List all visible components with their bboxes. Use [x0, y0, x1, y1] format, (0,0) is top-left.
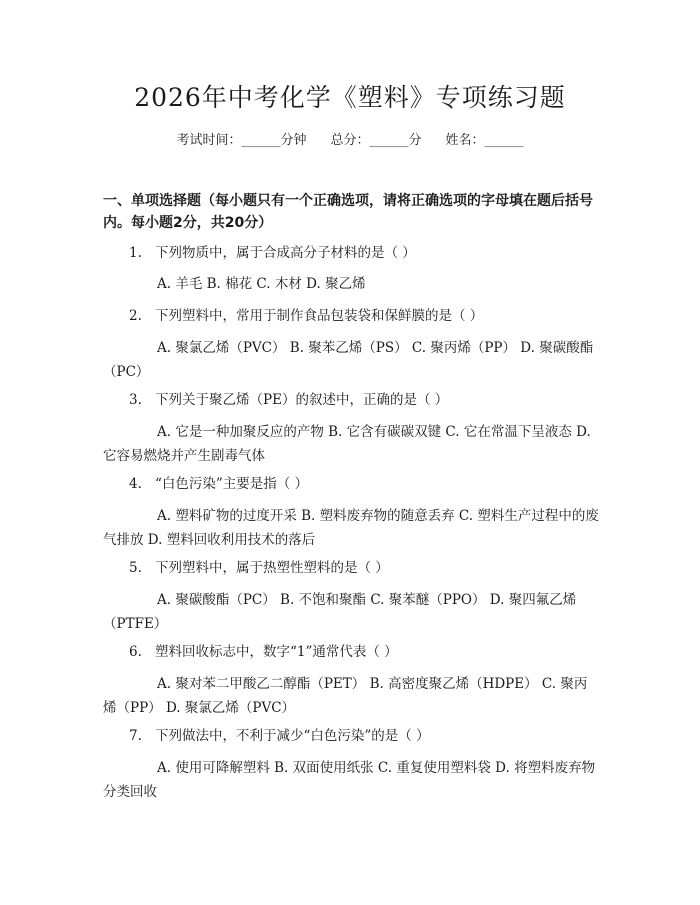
- question-number: 3.: [129, 392, 142, 408]
- question-stem: “白色污染”主要是指（ ）: [155, 476, 309, 492]
- question-1: [103, 242, 599, 264]
- question-stem: 下列做法中，不利于减少“白色污染”的是（ ）: [155, 728, 430, 744]
- question-6: [103, 641, 599, 663]
- student-name: 姓名：______: [445, 133, 524, 148]
- exam-meta: [0, 131, 700, 151]
- question-3: [103, 389, 599, 411]
- question-number: 4.: [129, 476, 142, 492]
- question-4: [103, 473, 599, 495]
- question-number: 7.: [129, 728, 142, 744]
- question-7: [103, 725, 599, 747]
- section-heading: 一、单项选择题（每小题只有一个正确选项，请将正确选项的字母填在题后括号内。每小题2分，共20分）: [103, 193, 593, 231]
- total-score: 总分：______分: [330, 133, 422, 148]
- question-number: 2.: [129, 308, 142, 324]
- question-number: 1.: [129, 245, 142, 261]
- question-stem: 下列关于聚乙烯（PE）的叙述中，正确的是（ ）: [155, 392, 449, 408]
- question-5: [103, 557, 599, 579]
- question-number: 5.: [129, 560, 142, 576]
- question-2-options: A. 聚氯乙烯（PVC） B. 聚苯乙烯（PS） C. 聚丙烯（PP） D. 聚碳酸酯（PC）: [103, 340, 594, 380]
- question-3-options: A. 它是一种加聚反应的产物 B. 它含有碳碳双键 C. 它在常温下呈液态 D. 它容易燃烧并产生剧毒气体: [103, 424, 591, 464]
- question-7-options: A. 使用可降解塑料 B. 双面使用纸张 C. 重复使用塑料袋 D. 将塑料废弃物分类回收: [103, 760, 596, 800]
- question-stem: 下列物质中，属于合成高分子材料的是（ ）: [155, 245, 416, 261]
- question-1-options: A. 羊毛 B. 棉花 C. 木材 D. 聚乙烯: [157, 276, 366, 292]
- question-stem: 下列塑料中，常用于制作食品包装袋和保鲜膜的是（ ）: [155, 308, 484, 324]
- question-5-options: A. 聚碳酸酯（PC） B. 不饱和聚酯 C. 聚苯醚（PPO） D. 聚四氟乙烯（PTFE）: [103, 592, 577, 632]
- question-6-options: A. 聚对苯二甲酸乙二醇酯（PET） B. 高密度聚乙烯（HDPE） C. 聚丙烯（PP） D. 聚氯乙烯（PVC）: [103, 676, 588, 716]
- question-number: 6.: [129, 644, 142, 660]
- question-2: [103, 305, 599, 327]
- page-title: 2026年中考化学《塑料》专项练习题: [134, 83, 566, 112]
- exam-time: 考试时间：______分钟: [176, 133, 307, 148]
- question-4-options: A. 塑料矿物的过度开采 B. 塑料废弃物的随意丢弃 C. 塑料生产过程中的废气排放 D. 塑料回收利用技术的落后: [103, 508, 599, 548]
- question-stem: 塑料回收标志中，数字“1”通常代表（ ）: [155, 644, 398, 660]
- question-stem: 下列塑料中，属于热塑性塑料的是（ ）: [155, 560, 389, 576]
